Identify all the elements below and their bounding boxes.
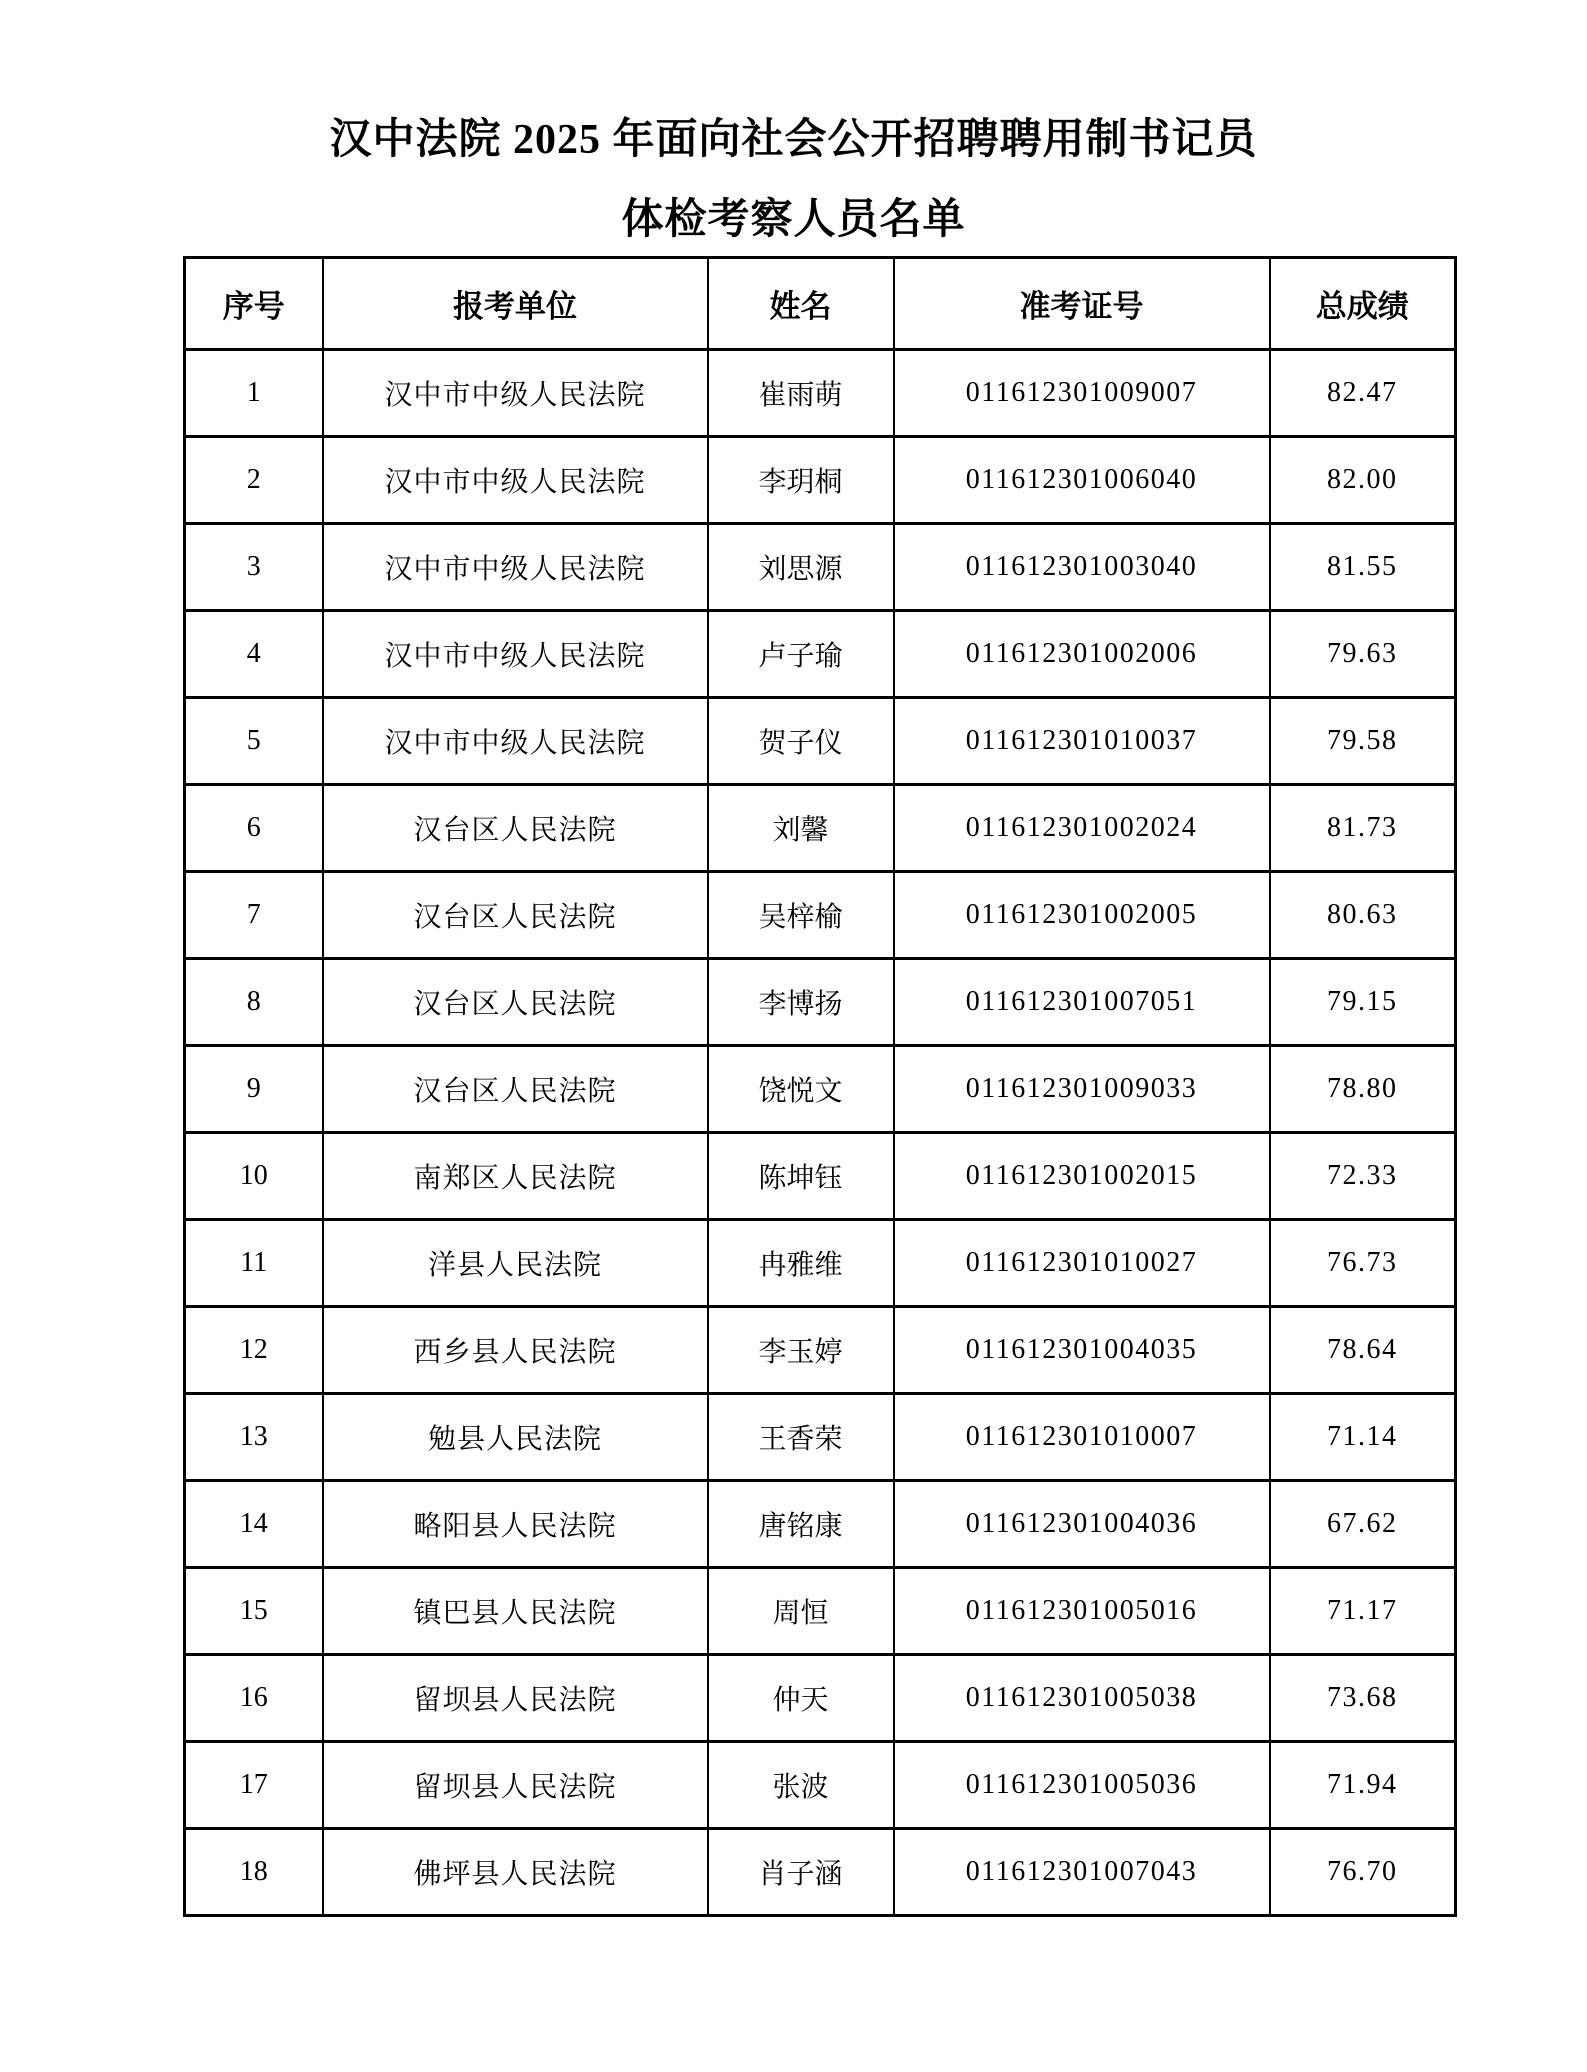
cell-score: 73.68 xyxy=(1270,1655,1456,1742)
cell-index: 5 xyxy=(185,698,323,785)
cell-name: 唐铭康 xyxy=(708,1481,894,1568)
table-row xyxy=(185,698,1456,785)
cell-index: 16 xyxy=(185,1655,323,1742)
header-score: 总成绩 xyxy=(1270,258,1456,350)
cell-ticket: 011612301010027 xyxy=(894,1220,1270,1307)
cell-unit: 镇巴县人民法院 xyxy=(323,1568,708,1655)
cell-index: 6 xyxy=(185,785,323,872)
table-row xyxy=(185,1133,1456,1220)
cell-index: 17 xyxy=(185,1742,323,1829)
cell-ticket: 011612301004035 xyxy=(894,1307,1270,1394)
cell-ticket: 011612301005036 xyxy=(894,1742,1270,1829)
cell-ticket: 011612301002006 xyxy=(894,611,1270,698)
cell-score: 80.63 xyxy=(1270,872,1456,959)
cell-unit: 略阳县人民法院 xyxy=(323,1481,708,1568)
table-body xyxy=(185,350,1456,1916)
cell-unit: 汉中市中级人民法院 xyxy=(323,524,708,611)
table-row xyxy=(185,1307,1456,1394)
table-row xyxy=(185,1394,1456,1481)
cell-ticket: 011612301009033 xyxy=(894,1046,1270,1133)
cell-index: 4 xyxy=(185,611,323,698)
cell-ticket: 011612301005038 xyxy=(894,1655,1270,1742)
document-title-line1: 汉中法院 2025 年面向社会公开招聘聘用制书记员 xyxy=(329,117,1258,163)
cell-score: 71.94 xyxy=(1270,1742,1456,1829)
cell-ticket: 011612301010007 xyxy=(894,1394,1270,1481)
cell-index: 11 xyxy=(185,1220,323,1307)
cell-ticket: 011612301007043 xyxy=(894,1829,1270,1916)
cell-index: 2 xyxy=(185,437,323,524)
table-row xyxy=(185,1220,1456,1307)
cell-unit: 留坝县人民法院 xyxy=(323,1742,708,1829)
cell-name: 贺子仪 xyxy=(708,698,894,785)
cell-name: 冉雅维 xyxy=(708,1220,894,1307)
header-unit: 报考单位 xyxy=(323,258,708,350)
cell-score: 79.63 xyxy=(1270,611,1456,698)
cell-name: 张波 xyxy=(708,1742,894,1829)
cell-ticket: 011612301002024 xyxy=(894,785,1270,872)
cell-index: 10 xyxy=(185,1133,323,1220)
cell-ticket: 011612301003040 xyxy=(894,524,1270,611)
cell-index: 14 xyxy=(185,1481,323,1568)
cell-unit: 汉台区人民法院 xyxy=(323,959,708,1046)
cell-score: 72.33 xyxy=(1270,1133,1456,1220)
cell-score: 79.15 xyxy=(1270,959,1456,1046)
table-row xyxy=(185,785,1456,872)
cell-index: 8 xyxy=(185,959,323,1046)
cell-name: 卢子瑜 xyxy=(708,611,894,698)
table-row xyxy=(185,524,1456,611)
cell-ticket: 011612301007051 xyxy=(894,959,1270,1046)
cell-ticket: 011612301009007 xyxy=(894,350,1270,437)
cell-ticket: 011612301010037 xyxy=(894,698,1270,785)
cell-unit: 洋县人民法院 xyxy=(323,1220,708,1307)
cell-unit: 汉台区人民法院 xyxy=(323,785,708,872)
cell-index: 3 xyxy=(185,524,323,611)
cell-ticket: 011612301006040 xyxy=(894,437,1270,524)
cell-name: 肖子涵 xyxy=(708,1829,894,1916)
cell-unit: 汉台区人民法院 xyxy=(323,872,708,959)
cell-unit: 佛坪县人民法院 xyxy=(323,1829,708,1916)
cell-name: 仲天 xyxy=(708,1655,894,1742)
cell-score: 76.70 xyxy=(1270,1829,1456,1916)
cell-unit: 南郑区人民法院 xyxy=(323,1133,708,1220)
header-ticket: 准考证号 xyxy=(894,258,1270,350)
cell-name: 王香荣 xyxy=(708,1394,894,1481)
cell-name: 周恒 xyxy=(708,1568,894,1655)
cell-score: 81.55 xyxy=(1270,524,1456,611)
cell-name: 李博扬 xyxy=(708,959,894,1046)
cell-ticket: 011612301002015 xyxy=(894,1133,1270,1220)
cell-name: 刘馨 xyxy=(708,785,894,872)
cell-score: 71.14 xyxy=(1270,1394,1456,1481)
document-title-line2: 体检考察人员名单 xyxy=(621,197,966,244)
cell-unit: 西乡县人民法院 xyxy=(323,1307,708,1394)
cell-unit: 留坝县人民法院 xyxy=(323,1655,708,1742)
table-row xyxy=(185,959,1456,1046)
table-row xyxy=(185,872,1456,959)
cell-score: 78.80 xyxy=(1270,1046,1456,1133)
cell-index: 1 xyxy=(185,350,323,437)
table-row xyxy=(185,611,1456,698)
cell-unit: 汉台区人民法院 xyxy=(323,1046,708,1133)
table-row xyxy=(185,1829,1456,1916)
cell-name: 崔雨萌 xyxy=(708,350,894,437)
cell-score: 82.47 xyxy=(1270,350,1456,437)
table-row xyxy=(185,1742,1456,1829)
cell-score: 81.73 xyxy=(1270,785,1456,872)
cell-index: 13 xyxy=(185,1394,323,1481)
header-index: 序号 xyxy=(185,258,323,350)
table-row xyxy=(185,1655,1456,1742)
cell-unit: 勉县人民法院 xyxy=(323,1394,708,1481)
cell-unit: 汉中市中级人民法院 xyxy=(323,698,708,785)
cell-name: 饶悦文 xyxy=(708,1046,894,1133)
cell-ticket: 011612301002005 xyxy=(894,872,1270,959)
cell-index: 15 xyxy=(185,1568,323,1655)
table-row xyxy=(185,1481,1456,1568)
cell-name: 陈坤钰 xyxy=(708,1133,894,1220)
cell-index: 18 xyxy=(185,1829,323,1916)
candidate-roster-table xyxy=(183,256,1457,1917)
cell-score: 78.64 xyxy=(1270,1307,1456,1394)
cell-ticket: 011612301004036 xyxy=(894,1481,1270,1568)
cell-unit: 汉中市中级人民法院 xyxy=(323,611,708,698)
header-row xyxy=(185,258,1456,350)
cell-index: 12 xyxy=(185,1307,323,1394)
cell-unit: 汉中市中级人民法院 xyxy=(323,437,708,524)
cell-score: 82.00 xyxy=(1270,437,1456,524)
cell-index: 7 xyxy=(185,872,323,959)
cell-ticket: 011612301005016 xyxy=(894,1568,1270,1655)
cell-unit: 汉中市中级人民法院 xyxy=(323,350,708,437)
table-row xyxy=(185,350,1456,437)
cell-score: 67.62 xyxy=(1270,1481,1456,1568)
table-row xyxy=(185,1046,1456,1133)
header-name: 姓名 xyxy=(708,258,894,350)
table-row xyxy=(185,1568,1456,1655)
cell-score: 71.17 xyxy=(1270,1568,1456,1655)
table-row xyxy=(185,437,1456,524)
cell-score: 76.73 xyxy=(1270,1220,1456,1307)
cell-score: 79.58 xyxy=(1270,698,1456,785)
cell-name: 刘思源 xyxy=(708,524,894,611)
cell-index: 9 xyxy=(185,1046,323,1133)
cell-name: 李玥桐 xyxy=(708,437,894,524)
cell-name: 吴梓榆 xyxy=(708,872,894,959)
cell-name: 李玉婷 xyxy=(708,1307,894,1394)
